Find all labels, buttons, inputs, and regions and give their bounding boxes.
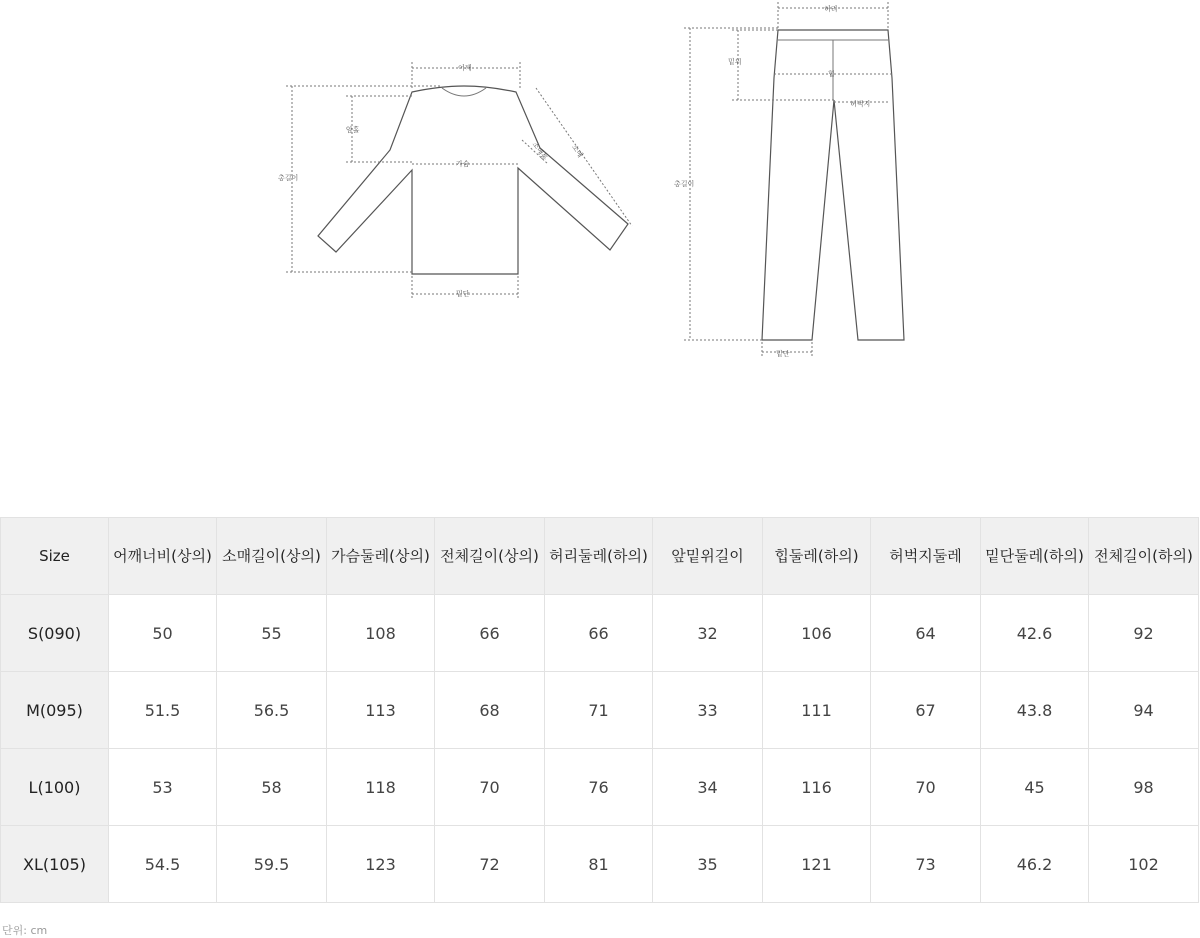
table-cell: 76 (545, 749, 653, 826)
table-cell: 94 (1089, 672, 1199, 749)
table-cell: 68 (435, 672, 545, 749)
label-chest: 가슴 (456, 160, 470, 168)
table-cell: 121 (763, 826, 871, 903)
table-row (1, 672, 1199, 749)
table-cell: 98 (1089, 749, 1199, 826)
table-cell-size: L(100) (1, 749, 109, 826)
header-hip: 힙둘레(하의) (763, 518, 871, 595)
top-garment-diagram (278, 62, 632, 300)
header-shoulder-width: 어깨너비(상의) (109, 518, 217, 595)
size-chart-header-row (1, 518, 1199, 595)
table-cell: 70 (435, 749, 545, 826)
table-cell-size: M(095) (1, 672, 109, 749)
label-sleeve-opening: 소매통 (530, 140, 549, 162)
shirt-outline (318, 86, 628, 274)
header-waist: 허리둘레(하의) (545, 518, 653, 595)
table-cell: 71 (545, 672, 653, 749)
table-cell: 108 (327, 595, 435, 672)
table-row (1, 826, 1199, 903)
table-cell: 111 (763, 672, 871, 749)
table-cell: 81 (545, 826, 653, 903)
table-cell: 46.2 (981, 826, 1089, 903)
table-cell: 54.5 (109, 826, 217, 903)
table-row (1, 749, 1199, 826)
header-sleeve-length: 소매길이(상의) (217, 518, 327, 595)
table-cell: 32 (653, 595, 763, 672)
table-cell: 92 (1089, 595, 1199, 672)
table-cell: 72 (435, 826, 545, 903)
header-front-rise: 앞밑위길이 (653, 518, 763, 595)
table-cell: 33 (653, 672, 763, 749)
garment-illustrations (0, 0, 1200, 460)
label-bottom-total-length: 총길이 (674, 180, 695, 188)
bottom-garment-diagram (674, 2, 904, 358)
label-thigh: 허벅지 (850, 100, 871, 108)
table-cell: 73 (871, 826, 981, 903)
table-cell: 55 (217, 595, 327, 672)
table-cell: 70 (871, 749, 981, 826)
table-cell: 42.6 (981, 595, 1089, 672)
label-rise: 밑위 (728, 58, 742, 66)
header-top-length: 전체길이(상의) (435, 518, 545, 595)
label-sleeve-length: 소매 (570, 143, 585, 160)
table-cell-size: XL(105) (1, 826, 109, 903)
table-cell: 51.5 (109, 672, 217, 749)
size-chart-table (0, 517, 1199, 903)
table-cell: 67 (871, 672, 981, 749)
table-cell-size: S(090) (1, 595, 109, 672)
table-cell: 50 (109, 595, 217, 672)
table-cell: 35 (653, 826, 763, 903)
table-cell: 45 (981, 749, 1089, 826)
label-armhole: 암홀 (346, 126, 360, 134)
header-hem: 밑단둘레(하의) (981, 518, 1089, 595)
table-row (1, 595, 1199, 672)
header-thigh: 허벅지둘레 (871, 518, 981, 595)
measurement-diagram (0, 0, 1200, 460)
table-cell: 66 (435, 595, 545, 672)
table-cell: 116 (763, 749, 871, 826)
label-hip: 힙 (828, 70, 835, 78)
table-cell: 66 (545, 595, 653, 672)
table-cell: 43.8 (981, 672, 1089, 749)
header-bottom-length: 전체길이(하의) (1089, 518, 1199, 595)
label-shoulder: 어깨 (458, 64, 472, 72)
header-chest: 가슴둘레(상의) (327, 518, 435, 595)
table-cell: 102 (1089, 826, 1199, 903)
table-cell: 64 (871, 595, 981, 672)
table-cell: 118 (327, 749, 435, 826)
label-waist: 허리 (824, 5, 838, 13)
table-cell: 59.5 (217, 826, 327, 903)
label-top-total-length: 총길이 (278, 174, 299, 182)
table-cell: 123 (327, 826, 435, 903)
unit-note: 단위: cm (2, 924, 48, 937)
table-cell: 53 (109, 749, 217, 826)
table-cell: 58 (217, 749, 327, 826)
label-top-hem: 밑단 (456, 290, 470, 298)
table-cell: 113 (327, 672, 435, 749)
table-cell: 34 (653, 749, 763, 826)
header-size: Size (1, 518, 109, 595)
table-cell: 106 (763, 595, 871, 672)
table-cell: 56.5 (217, 672, 327, 749)
label-bottom-hem: 밑단 (776, 350, 790, 358)
